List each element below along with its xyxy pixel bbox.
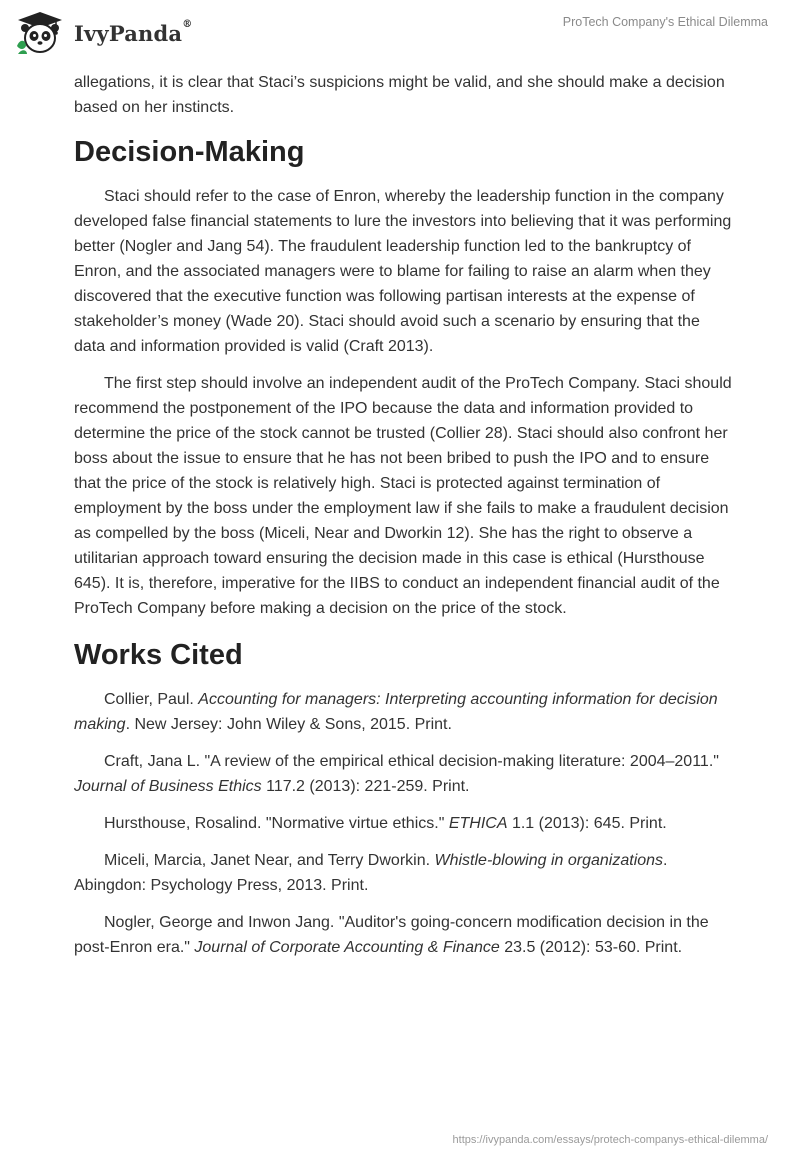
citation-craft: Craft, Jana L. "A review of the empirical ethical decision-making literature: 2004–2011." Journal of Business Ethics 117.2 (2013): 221-259. Print. bbox=[74, 753, 719, 795]
citation-nogler: Nogler, George and Inwon Jang. "Auditor's going-concern modification decision in the post-Enron era." Journal of Corporate Accounting & Finance 23.5 (2012): 53-60. Print. bbox=[74, 914, 709, 956]
source-url[interactable]: https://ivypanda.com/essays/protech-companys-ethical-dilemma/ bbox=[452, 1134, 768, 1146]
panda-graduate-icon bbox=[14, 10, 66, 56]
ivypanda-logo[interactable] bbox=[14, 10, 192, 56]
body-paragraph: Staci should refer to the case of Enron, whereby the leadership function in the company developed false financial statements to lure the investors into believing that it was performing better (Nogler and Jang 54). The fraudulent leadership function led to the bankruptcy of Enron, and the associated managers were to blame for failing to raise an alarm when they discovered that the executive function was following partisan interests at the expense of stakeholder’s money (Wade 20). Staci should avoid such a scenario by ensuring that the data and information provided is valid (Craft 2013). bbox=[74, 188, 732, 355]
section-heading-decision-making: Decision-Making bbox=[74, 136, 305, 168]
section-heading-works-cited: Works Cited bbox=[74, 639, 243, 671]
body-paragraph: The first step should involve an independent audit of the ProTech Company. Staci should recommend the postponement of the IPO because the data and information provided to determine the price of the stock cannot be trusted (Collier 28). Staci should also confront her boss about the issue to ensure that he has not been bribed to push the IPO and to ensure that the price of the stock is relatively high. Staci is protected against termination of employment by the boss under the employment law if she fails to make a fraudulent decision as compelled by the boss (Miceli, Near and Dworkin 12). She has the right to observe a utilitarian approach toward ensuring the decision made in this case is ethical (Hursthouse 645). It is, therefore, imperative for the IIBS to conduct an independent financial audit of the ProTech Company before making a decision on the price of the stock. bbox=[74, 375, 732, 617]
page-header bbox=[0, 0, 800, 64]
running-title: ProTech Company's Ethical Dilemma bbox=[562, 15, 768, 29]
citation-collier: Collier, Paul. Accounting for managers: Interpreting accounting information for decision making. New Jersey: John Wiley & Sons, 2015. Print. bbox=[74, 691, 718, 733]
intro-paragraph: allegations, it is clear that Staci’s suspicions might be valid, and she should make a decision based on her instincts. bbox=[74, 74, 725, 116]
citation-miceli: Miceli, Marcia, Janet Near, and Terry Dworkin. Whistle-blowing in organizations. Abingdon: Psychology Press, 2013. Print. bbox=[74, 852, 668, 894]
essay-body bbox=[74, 70, 734, 972]
logo-wordmark: IvyPanda® bbox=[74, 18, 193, 46]
citation-hursthouse: Hursthouse, Rosalind. "Normative virtue ethics." ETHICA 1.1 (2013): 645. Print. bbox=[104, 815, 667, 832]
